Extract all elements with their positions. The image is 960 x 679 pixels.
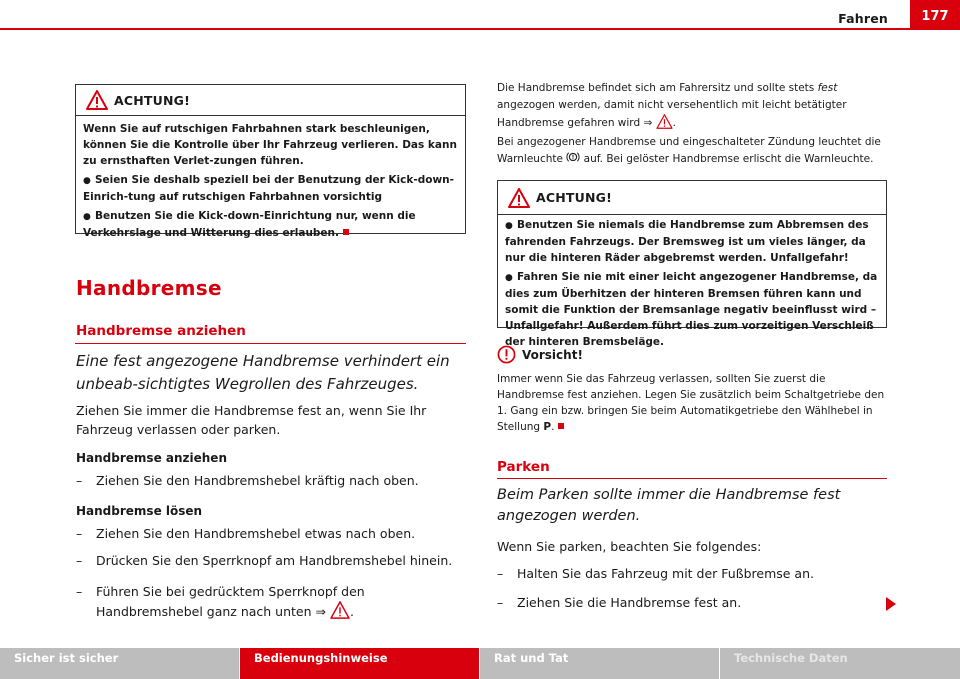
procedure-step: – Drücken Sie den Sperrknopf am Handbremshebel hinein. xyxy=(76,553,453,568)
warning-bullet: ● Benutzen Sie niemals die Handbremse zum Abbremsen des fahrenden Fahrzeugs. Der Bremsweg ist um vieles länger, da nur die hinteren Räder abgebremst werden. Unfallgefahr! xyxy=(505,219,869,264)
procedure-heading: Handbremse anziehen xyxy=(76,451,227,465)
warning-box-handbrake xyxy=(497,180,887,348)
caution-icon xyxy=(497,345,516,364)
warning-title: ACHTUNG! xyxy=(114,92,191,108)
warning-bullet: ● Fahren Sie nie mit einer leicht angezogener Handbremse, da dies zum Überhitzen der hinteren Bremsen führen kann und somit die Funktion der Bremsanlage negativ beeinflusst wird – Unfallgefahr! Außerdem führt dies zum vorzeitigen Verschleiß der hinteren Bremsbeläge. xyxy=(505,271,878,348)
paragraph: Ziehen Sie immer die Handbremse fest an, wenn Sie Ihr Fahrzeug verlassen oder parken. xyxy=(76,403,427,437)
warning-reference-icon[interactable] xyxy=(656,114,673,129)
warning-body xyxy=(498,215,886,357)
procedure-step: – Führen Sie bei gedrücktem Sperrknopf den Handbremshebel ganz nach unten ⇒ . xyxy=(76,584,365,619)
procedure-step: – Ziehen Sie die Handbremse fest an. xyxy=(497,595,742,610)
warning-bullet: ● Benutzen Sie die Kick-down-Einrichtung nur, wenn die Verkehrslage und Witterung dies erlauben. xyxy=(83,210,416,239)
warning-title: ACHTUNG! xyxy=(536,190,613,205)
next-page-arrow-icon[interactable] xyxy=(886,597,896,611)
chapter-title: Fahren xyxy=(838,11,888,26)
section-title: Handbremse xyxy=(76,276,222,300)
footer-tab-technical[interactable]: Technische Daten xyxy=(720,648,960,679)
footer-tab-safety[interactable]: Sicher ist sicher xyxy=(0,648,240,679)
procedure-step: – Ziehen Sie den Handbremshebel etwas nach oben. xyxy=(76,526,416,541)
footer-tab-advice[interactable]: Rat und Tat xyxy=(480,648,720,679)
warning-triangle-icon xyxy=(86,90,108,110)
paragraph: Wenn Sie parken, beachten Sie folgendes: xyxy=(497,539,762,554)
procedure-step: – Halten Sie das Fahrzeug mit der Fußbremse an. xyxy=(497,566,814,581)
warning-text: Wenn Sie auf rutschigen Fahrbahnen stark beschleunigen, können Sie die Kontrolle über Ihr Fahrzeug verlieren. Das kann zu ernsthaften Verlet-zungen führen. xyxy=(83,123,457,167)
caution-title: Vorsicht! xyxy=(497,345,583,364)
procedure-step: – Ziehen Sie den Handbremshebel kräftig nach oben. xyxy=(76,473,419,488)
subsection-intro: Eine fest angezogene Handbremse verhindert ein unbeab-sichtigtes Wegrollen des Fahrzeuges. xyxy=(76,352,450,393)
section-end-mark xyxy=(343,229,349,235)
brake-warning-light-icon xyxy=(566,151,580,163)
page-number: 177 xyxy=(910,0,960,30)
subsection-title: Handbremse anziehen xyxy=(76,323,246,339)
header-rule xyxy=(0,28,960,30)
subsection-rule xyxy=(497,478,887,479)
paragraph-location: Die Handbremse befindet sich am Fahrersitz und sollte stets fest angezogen werden, damit nicht versehentlich mit leicht betätigter Handbremse gefahren wird ⇒ . xyxy=(497,82,847,129)
warning-body xyxy=(76,116,465,248)
procedure-heading: Handbremse lösen xyxy=(76,504,203,518)
caution-text: Immer wenn Sie das Fahrzeug verlassen, sollten Sie zuerst die Handbremse fest anziehen. Legen Sie zusätzlich beim Schaltgetriebe den 1. Gang ein bzw. bringen Sie beim Automatikgetriebe den Wählhebel in Stellung P. xyxy=(497,373,885,433)
section-end-mark xyxy=(558,423,564,429)
warning-triangle-icon xyxy=(508,188,530,208)
warning-bullet: ● Seien Sie deshalb speziell bei der Benutzung der Kick-down-Einrich-tung auf rutschigen Fahrbahnen vorsichtig xyxy=(83,174,454,203)
subsection-title: Parken xyxy=(497,459,550,475)
footer-tab-operation[interactable]: Bedienungshinweise xyxy=(240,648,480,679)
footer-nav xyxy=(0,648,960,679)
paragraph-warning-light: Bei angezogener Handbremse und eingeschalteter Zündung leuchtet die Warnleuchte auf. Bei gelöster Handbremse erlischt die Warnleuchte. xyxy=(497,136,881,165)
warning-reference-icon[interactable] xyxy=(330,601,350,619)
warning-title-bar xyxy=(498,181,886,215)
warning-title-bar xyxy=(76,85,465,116)
warning-box-kickdown xyxy=(75,84,466,239)
subsection-rule xyxy=(75,343,466,344)
subsection-intro: Beim Parken sollte immer die Handbremse fest angezogen werden. xyxy=(497,487,841,524)
